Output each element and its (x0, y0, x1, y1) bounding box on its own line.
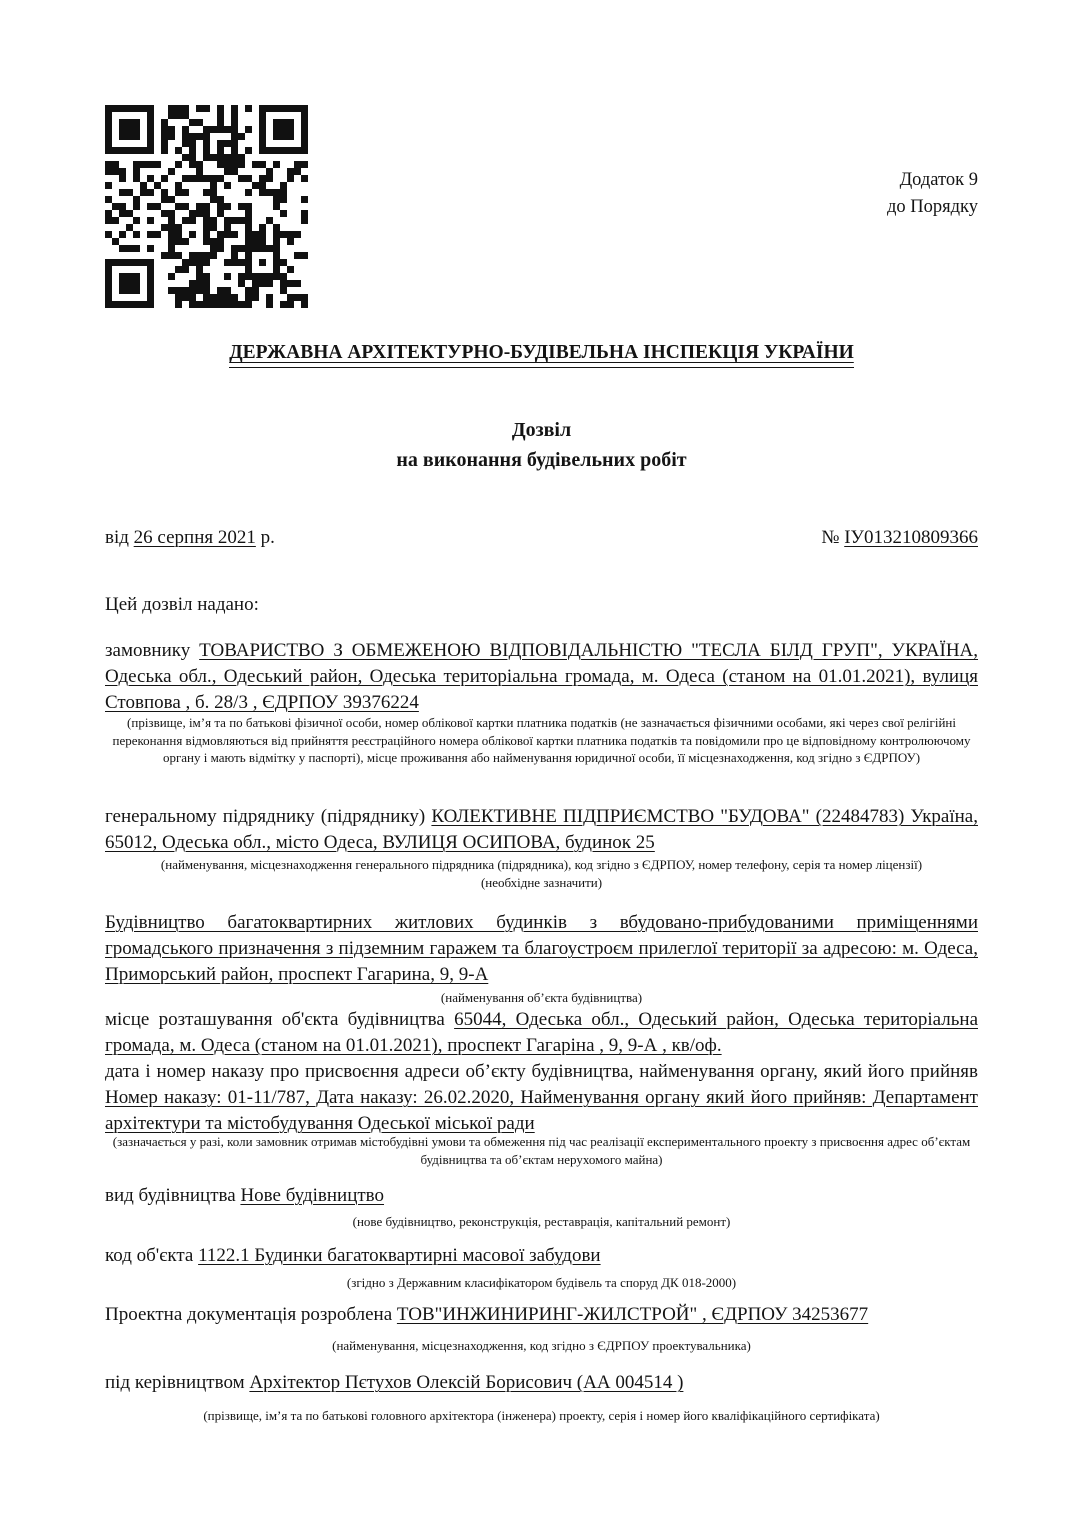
issue-date-value: 26 серпня 2021 (133, 527, 256, 548)
object-paragraph (105, 910, 978, 988)
granted-intro: Цей дозвіл надано: (105, 594, 259, 615)
design-docs-value: ТОВ"ИНЖИНИРИНГ-ЖИЛСТРОЙ" , ЄДРПОУ 34253677 (396, 1304, 869, 1325)
location-order-block (105, 1007, 978, 1137)
supervisor-label: під керівництвом (105, 1372, 245, 1393)
issuing-authority-title: ДЕРЖАВНА АРХІТЕКТУРНО-БУДІВЕЛЬНА ІНСПЕКЦІЯ УКРАЇНИ (105, 342, 978, 368)
order-label: дата і номер наказу про присвоєння адреси об’єкту будівництва, найменування органу, який його прийняв (105, 1061, 978, 1082)
document-title-line2: на виконання будівельних робіт (396, 449, 687, 471)
design-docs-row (105, 1302, 978, 1328)
construction-type-note: (нове будівництво, реконструкція, реставрація, капітальний ремонт) (352, 1214, 731, 1229)
construction-type-row (105, 1183, 978, 1209)
annex-line1: Додаток 9 (899, 170, 978, 190)
annex-label (887, 167, 978, 221)
customer-label: замовнику (105, 640, 191, 661)
supervisor-row (105, 1370, 978, 1396)
object-code-label: код об'єкта (105, 1245, 194, 1266)
contractor-label: генеральному підряднику (підряднику) (105, 806, 426, 827)
order-note: (зазначається у разі, коли замовник отримав містобудівні умови та обмеження під час реалізації експериментального проекту з присвоєння адрес об’єктам будівництва та об’єктам нерухомого майна) (112, 1134, 971, 1167)
object-code-value: 1122.1 Будинки багатоквартирні масової забудови (198, 1245, 601, 1266)
supervisor-note: (прізвище, ім’я та по батькові головного архітектора (інженера) проекту, серія і номер його кваліфікаційного сертифіката) (203, 1408, 880, 1423)
contractor-note (105, 856, 978, 891)
customer-value: ТОВАРИСТВО З ОБМЕЖЕНОЮ ВІДПОВІДАЛЬНІСТЮ "ТЕСЛА БІЛД ГРУП", УКРАЇНА, Одеська обл., Одеський район, Одеська територіальна громада, м. Одеса (станом на 01.01.2021), вулиця Стовпова , б. 28/3 , ЄДРПОУ 39376224 (105, 640, 979, 713)
date-number-row (105, 525, 978, 551)
object-code-note: (згідно з Державним класифікатором будівель та споруд ДК 018-2000) (346, 1275, 737, 1290)
permit-number: № ІУ013210809366 (821, 527, 978, 548)
contractor-note-line2: (необхідне зазначити) (480, 874, 603, 890)
supervisor-value: Архітектор Пєтухов Олексій Борисович (АА 004514 ) (249, 1372, 684, 1393)
contractor-value: КОЛЕКТИВНЕ ПІДПРИЄМСТВО "БУДОВА" (22484783) Україна, 65012, Одеська обл., місто Одеса, ВУЛИЦЯ ОСИПОВА, будинок 25 (105, 806, 978, 853)
issue-date: від 26 серпня 2021 р. (105, 527, 275, 548)
permit-number-value: ІУ013210809366 (844, 527, 978, 548)
location-value: 65044, Одеська обл., Одеський район, Одеська територіальна громада, м. Одеса (станом на 01.01.2021), проспект Гагаріна , 9, 9-А , кв/оф. (105, 1009, 978, 1056)
contractor-paragraph (105, 804, 978, 856)
location-label: місце розташування об'єкта будівництва (105, 1009, 445, 1030)
document-title (105, 415, 978, 475)
object-code-row (105, 1243, 978, 1269)
object-value: Будівництво багатоквартирних житлових будинків з вбудовано-прибудованими приміщеннями громадського призначення з підземним гаражем та благоустроєм прилеглої території за адресою: м. Одеса, Приморський район, проспект Гагарина, 9, 9-А (105, 912, 978, 985)
design-docs-note: (найменування, місцезнаходження, код згідно з ЄДРПОУ проектувальника) (332, 1338, 751, 1353)
contractor-note-line1: (найменування, місцезнаходження генерального підрядника (підрядника), код згідно з ЄДРПОУ, номер телефону, серія та номер ліцензії) (160, 857, 923, 872)
construction-type-value: Нове будівництво (240, 1185, 385, 1206)
document-title-line1: Дозвіл (511, 419, 572, 441)
order-value: Номер наказу: 01-11/787, Дата наказу: 26.02.2020, Найменування органу який його прийняв: Департамент архітектури та містобудування Одеської міської ради (105, 1087, 978, 1134)
customer-paragraph (105, 638, 978, 716)
object-note: (найменування об’єкта будівництва) (440, 990, 643, 1005)
qr-code-icon (105, 105, 308, 308)
construction-type-label: вид будівництва (105, 1185, 236, 1206)
customer-note: (прізвище, ім’я та по батькові фізичної особи, номер облікової картки платника податків (не зазначається фізичними особами, які через свої релігійні переконання відмовляються від прийняття реєстраційного номера облікової картки платника податків та повідомили про це відповідному контролюючому органу і мають відмітку у паспорті), місце проживання або найменування юридичної особи, її місцезнаходження, код згідно з ЄДРПОУ) (112, 715, 971, 765)
annex-line2: до Порядку (886, 197, 978, 217)
design-docs-label: Проектна документація розроблена (105, 1304, 393, 1325)
qr-code-container (105, 105, 308, 308)
order-paragraph (105, 1059, 978, 1137)
location-paragraph (105, 1007, 978, 1059)
